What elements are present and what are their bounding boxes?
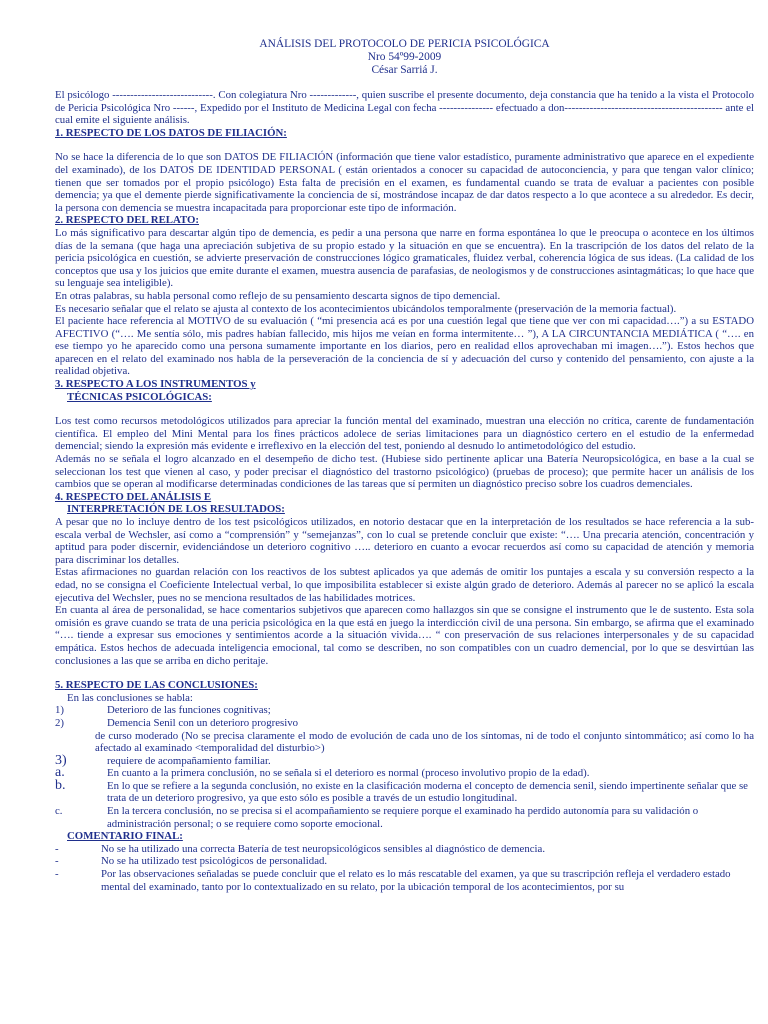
section-4-heading: 4. RESPECTO DEL ANÁLISIS E [55,490,212,503]
section-1-paragraph: No se hace la diferencia de lo que son DATOS DE FILIACIÓN (información que tiene valor estadístico, puramente administrativo que aparece en el expediente del examinado), de los DATOS DE IDENTIDAD PERSONAL ( están orientados a conocer su capacidad de autoconciencia, y para que tengan valor clínico; tienen que ser tomados por el propio psicólogo) Esta falta de precisión en el examen, es fundamental cuando se trata de evaluar a pacientes con posible demencia; ya que el demente pierde significativamente la conciencia de sí, mostrándose incapaz de dar datos respecto a lo que acontece a su alrededor. Es decir, la persona con demencia se muestra incapacitada para proporcionar este tipo de información. [55,151,754,214]
spacer [55,139,754,151]
section-3-subheading: TÉCNICAS PSICOLÓGICAS: [67,390,212,403]
section-2-heading: 2. RESPECTO DEL RELATO: [55,214,199,227]
list-item [55,855,754,868]
protocol-number: Nro 54º99-2009 [367,51,442,63]
section-4-paragraph-3: En cuanta al área de personalidad, se hace comentarios subjetivos que aparecen como hallazgos sin que se consigne el instrumento que le de sustento. Esta sola omisión es grave cuando se trata de una pericia psicológica en la que está en juego la interdicción civil de una persona. Sin embargo, se afirma que el examinado “…. tiende a expresar sus emociones y sentimientos acorde a la situación vivida…. “ con preservación de sus relaciones interpersonales y de su capacidad empática. Estos hechos de adecuada inteligencia emocional, tal como se describen, no son compatibles con un cuadro demencial, por lo que se desvirtúan las conclusiones a las que se arriba en dicho peritaje. [55,604,754,667]
intro-paragraph: El psicólogo ----------------------------. Con colegiatura Nro -------------, quien suscribe el presente documento, deja constancia que ha tenido a la vista el Protocolo de Pericia Psicológica Nro ------, Expedido por el Instituto de Medicina Legal con fecha --------------- efectuado a don-------------------------------------------- ante el cual emite el siguiente análisis. [55,89,754,127]
list-item [55,704,754,717]
section-4-subheading: INTERPRETACIÓN DE LOS RESULTADOS: [67,503,285,516]
list-item [55,717,754,730]
spacer [55,667,754,679]
list-text: No se ha utilizado una correcta Batería de test neuropsicológicos sensibles al diagnóstico de demencia. [101,842,546,855]
final-comment-heading: COMENTARIO FINAL: [67,830,183,843]
spacer [55,77,754,89]
section-2-paragraph-3: Es necesario señalar que el relato se ajusta al contexto de los acontecimientos ubicándolos temporalmente (preservación de la memoria factual). [55,302,677,315]
list-text: Deterioro de las funciones cognitivas; [107,704,271,717]
list-text: En la tercera conclusión, no se precisa si el acompañamiento se requiere porque el examinado ha perdido autonomía para su validación o administración personal; o se requiere como soporte emocional. [107,805,699,830]
section-2-paragraph-2: En otras palabras, su habla personal como reflejo de su pensamiento descarta signos de tipo demencial. [55,289,501,302]
section-3-paragraph-1: Los test como recursos metodológicos utilizados para apreciar la función mental del examinado, muestran una elección no crítica, carente de fundamentación científica. El empleo del Mini Mental para los fines prácticos adolece de serias limitaciones para un diagnóstico certero en el estudio de la enfermedad demencial; siendo la expresión más evidente e irreflexivo en la elección del test, poniendo al desnudo lo antimetodológico del estudio. [55,415,754,453]
list-text: requiere de acompañamiento familiar. [107,754,271,767]
section-3-paragraph-2: Además no se señala el logro alcanzado en el desempeño de dicho test. (Hubiese sido pertinente aplicar una Batería Neuropsicológica, en base a la cual se seleccionan los test que vienen al caso, y poder precisar el diagnóstico del trastorno psicológico) (pruebas de proceso); que permite hacer un análisis de los cambios que se operan al modificarse determinadas condiciones de las tareas que sí permiten un diagnóstico preciso sobre los cuadros demenciales. [55,453,754,491]
list-text: Demencia Senil con un deterioro progresivo [107,716,298,729]
list-text: En cuanto a la primera conclusión, no se señala si el deterioro es normal (proceso involutivo propio de la edad). [107,767,590,780]
list-text: No se ha utilizado test psicológicos de personalidad. [101,855,328,868]
list-item [55,805,754,830]
list-dash: - [55,868,59,881]
section-4-paragraph-2: Estas afirmaciones no guardan relación con los reactivos de los subtest aplicados ya que además de omitir los puntajes a escala y su conversión respecto a la edad, no se consigna el Coeficiente Intelectual verbal, lo que imposibilita establecer si existe algún grado de deterioro. Además al parecer no se aplicó la escala ejecutiva del Wechsler, pues no se menciona resultados de las habilidades motrices. [55,566,754,604]
author-name: César Sarriá J. [371,64,438,76]
list-item [55,868,754,893]
section-5-heading: 5. RESPECTO DE LAS CONCLUSIONES: [55,679,258,692]
spacer [55,403,754,415]
section-5-intro: En las conclusiones se habla: [67,691,193,704]
list-continuation: de curso moderado (No se precisa claramente el modo de evolución de cada uno de los síntomas, ni de todo el conjunto sintommático; así como lo ha afectado al examinado <temporalidad del disturbio>) [95,729,754,755]
list-text: Por las observaciones señaladas se puede concluir que el relato es lo más rescatable del examen, ya que su trascripción refleja el verdadero estado mental del examinado, tanto por lo contextualizado en su relato, por la ubicación temporal de los acontecimientos, por su [101,868,731,893]
section-4-paragraph-1: A pesar que no lo incluye dentro de los test psicológicos utilizados, en notorio destacar que en la interpretación de los resultados se hace referencia a la sub-escala verbal de Wechsler, así como a “comprensión” y “semejanzas”, con lo cual se pretende concluir que existe: “…. Una precaria atención, concentración y aptitud para poder discernir, evidenciándose un deterioro cognitivo ….. deterioro en cuanto a evocar recuerdos así como su capacidad de atención y memoria para discriminar los detalles. [55,516,754,566]
list-text: En lo que se refiere a la segunda conclusión, no existe en la clasificación moderna el concepto de demencia senil, siendo impertinente señalar que se trata de un deterioro progresivo, ya que esto sólo es posible a través de un estudio longitudinal. [107,779,748,805]
list-item [55,767,754,780]
section-1-heading: 1. RESPECTO DE LOS DATOS DE FILIACIÓN: [55,126,287,139]
list-letter: c. [55,805,63,818]
list-item [55,752,754,768]
document-title: ANÁLISIS DEL PROTOCOLO DE PERICIA PSICOLÓGICA [259,38,550,50]
list-item [55,843,754,856]
list-letter: b. [55,777,66,793]
section-2-paragraph-4: El paciente hace referencia al MOTIVO de su evaluación ( “mi presencia acá es por una cuestión legal que tiene que ver con mi capacidad….”) a su ESTADO AFECTIVO (“…. Me sentía sólo, mis padres habían fallecido, mis hijos me veían en forma intermitente… ”), A LA CIRCUNTANCIA MEDIÁTICA ( “…. en ese tiempo yo he aparecido como una persona sumamente importante en los diarios, pero en realidad ellos aprovechaban mi imagen….”). Estos hechos que aparecen en el relato del examinado nos habla de la perseveración de la conciencia de sí y adecuación del curso y contenido del pensamiento, con ajuste a la realidad objetiva. [55,315,754,378]
section-2-paragraph-1: Lo más significativo para descartar algún tipo de demencia, es pedir a una persona que narre en forma espontánea lo que le preocupa o acontece en los últimos días de la semana (que haga una apreciación subjetiva de su propio estado y la situación en que se encuentra). En la trascripción de los datos del relato de la pericia psicológica en cuestión, se advierte preservación de construcciones lógico gramaticales, fluidez verbal, coherencia lógica de sus ideas. (La calidad de los conceptos que usa y los juicios que emite durante el examen, muestra ausencia de parafasias, de neologismos y de construcciones asintagmáticas; lo que hace que su lenguaje sea inteligible). [55,226,754,290]
list-dash: - [55,855,59,868]
list-number: 3) [55,752,67,768]
list-number: 1) [55,704,64,717]
list-item [55,777,754,805]
list-number: 2) [55,716,64,729]
list-dash: - [55,842,59,855]
list-letter: a. [55,765,65,781]
section-3-heading: 3. RESPECTO A LOS INSTRUMENTOS y [55,378,256,391]
